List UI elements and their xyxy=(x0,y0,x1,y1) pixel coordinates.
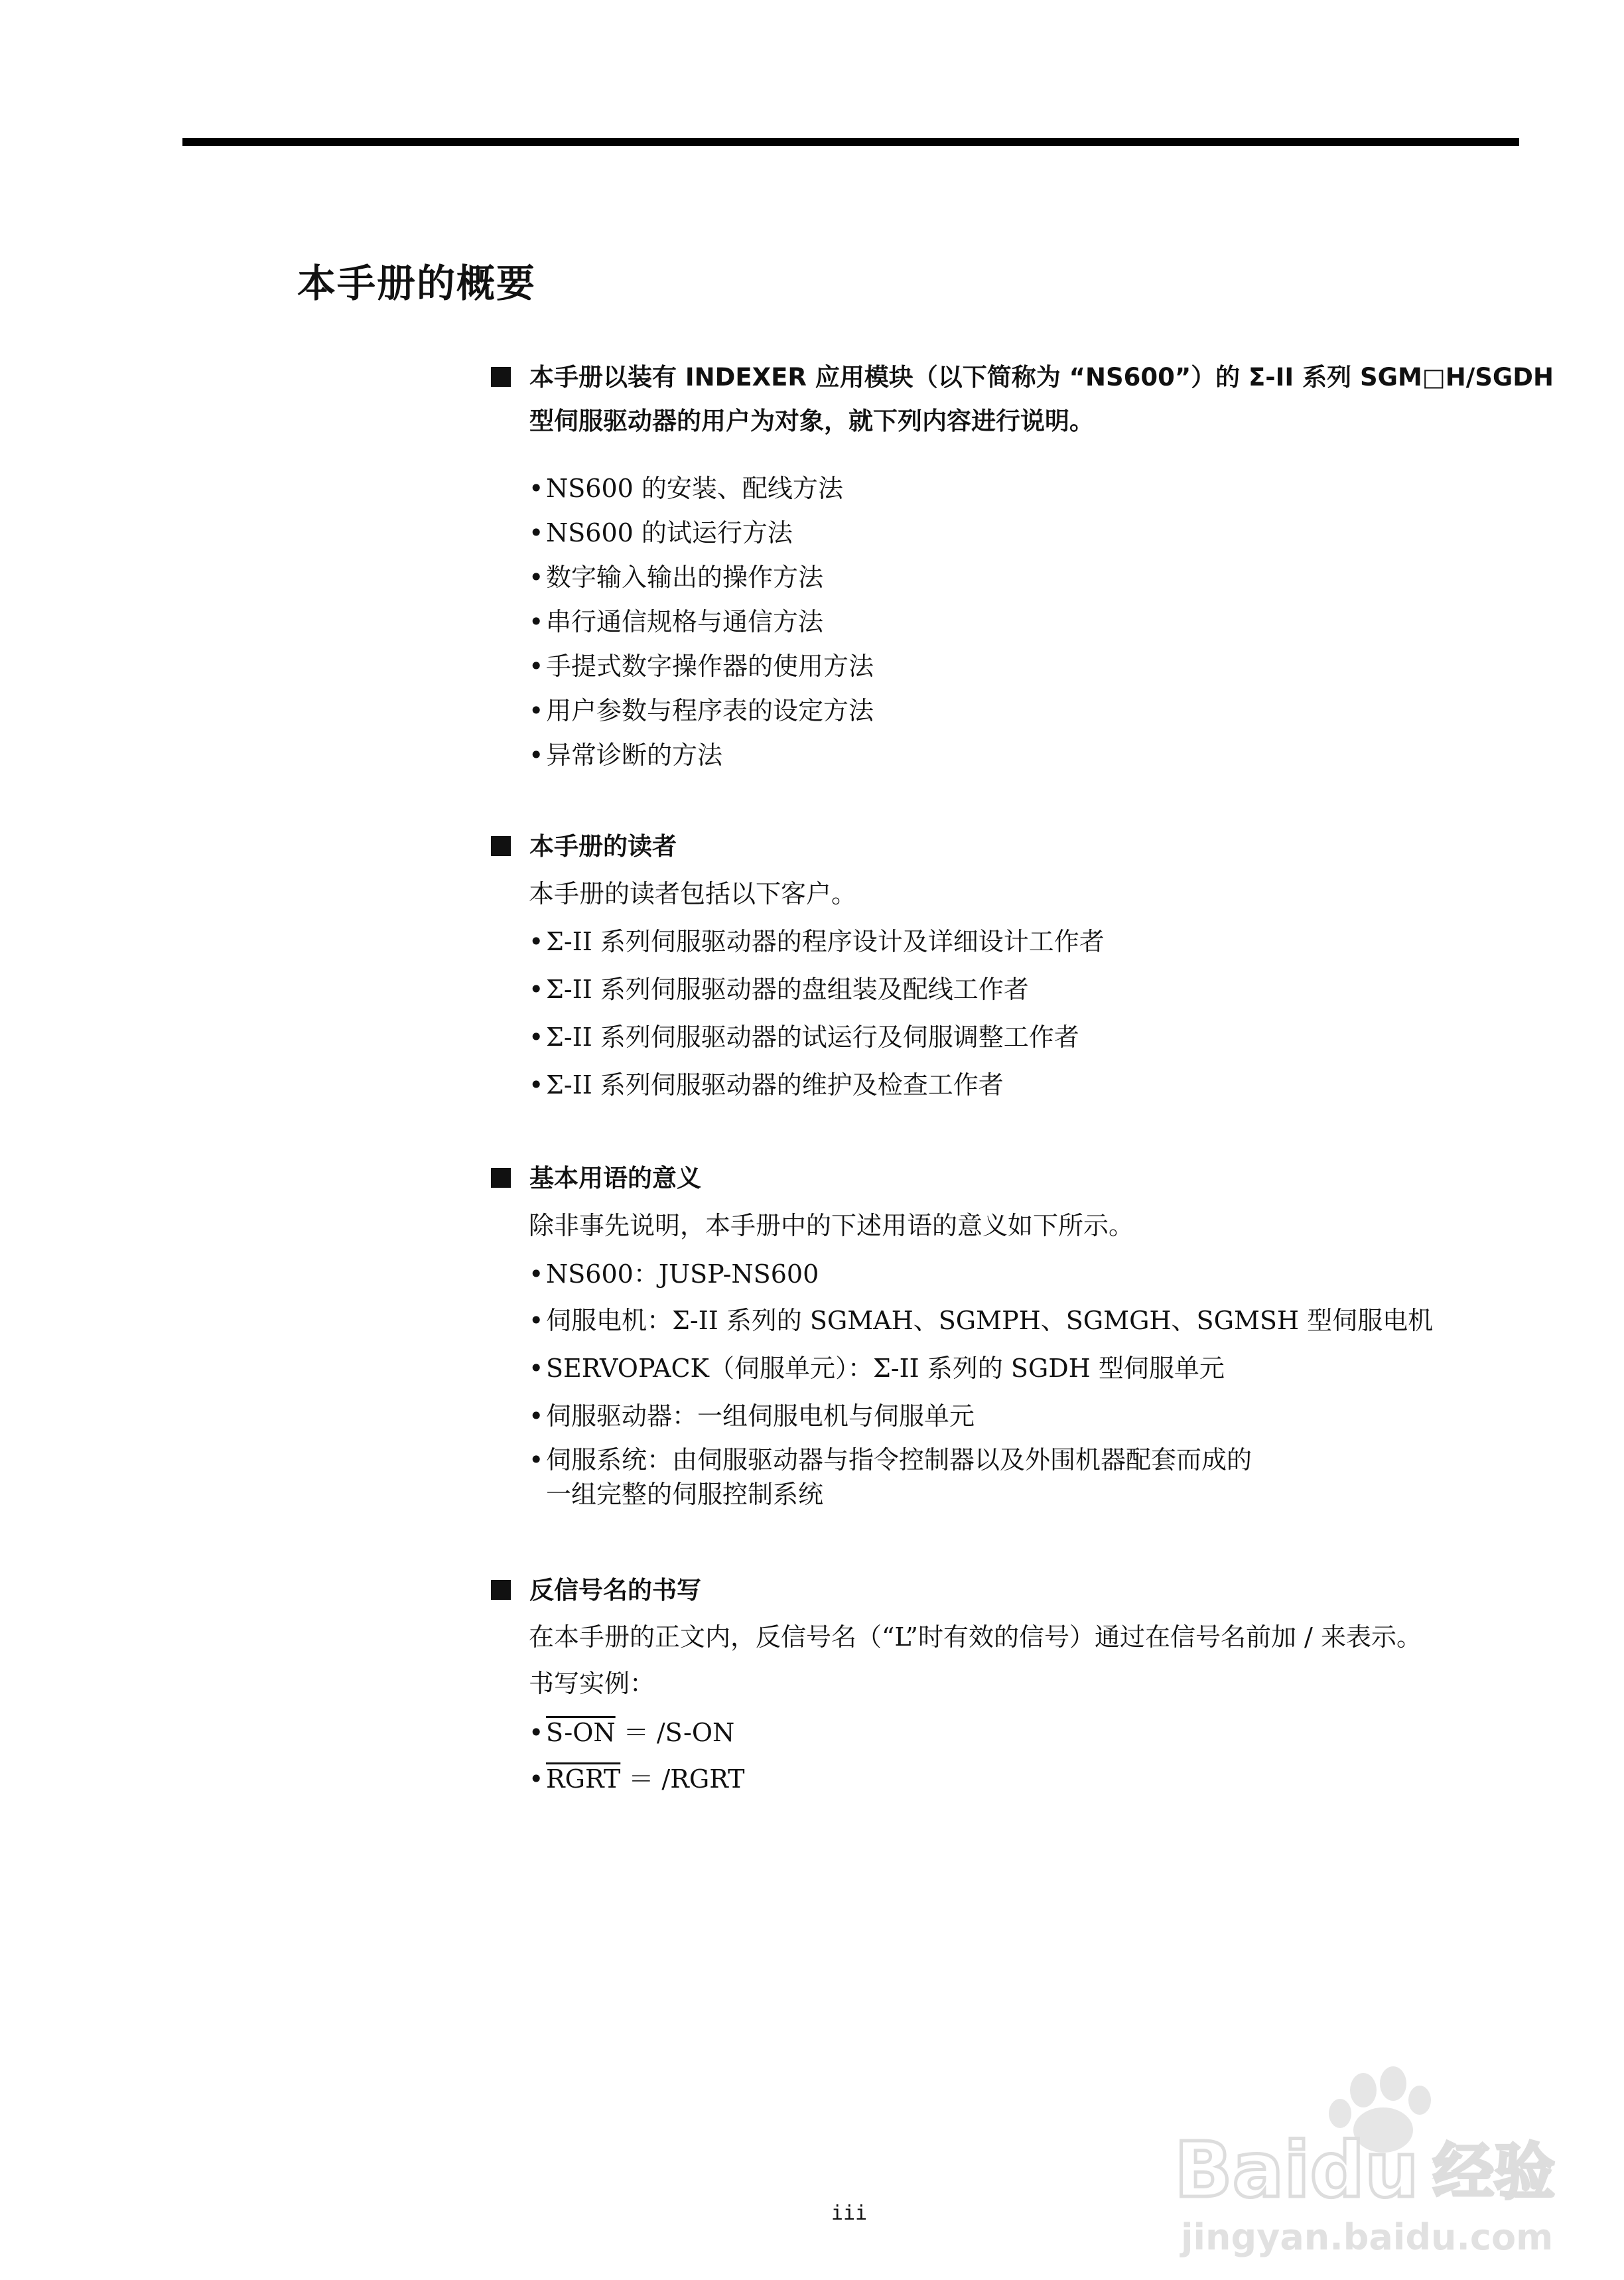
square-bullet-icon xyxy=(491,836,511,856)
list-item: •NS600 的试运行方法 xyxy=(529,518,793,547)
overlined-signal: S-ON xyxy=(546,1718,616,1747)
section-heading-terms: 基本用语的意义 xyxy=(491,1157,701,1200)
list-item: •NS600：JUSP-NS600 xyxy=(529,1259,819,1289)
list-item: •用户参数与程序表的设定方法 xyxy=(529,696,874,725)
square-bullet-icon xyxy=(491,367,511,387)
square-bullet-icon xyxy=(491,1580,511,1600)
page-number: iii xyxy=(831,2202,868,2225)
list-item: •手提式数字操作器的使用方法 xyxy=(529,652,874,681)
example-item: •RGRT ＝ /RGRT xyxy=(529,1764,745,1794)
baidu-watermark-logo xyxy=(1154,2064,1579,2263)
list-item: •伺服系统：由伺服驱动器与指令控制器以及外围机器配套而成的 一组完整的伺服控制系统 xyxy=(529,1445,1252,1509)
list-item: •Σ-II 系列伺服驱动器的盘组装及配线工作者 xyxy=(529,975,1029,1004)
list-item: •伺服电机：Σ-II 系列的 SGMAH、SGMPH、SGMGH、SGMSH 型伺服电机 xyxy=(529,1306,1434,1335)
square-bullet-icon xyxy=(491,1168,511,1188)
section-heading-readers: 本手册的读者 xyxy=(491,825,677,869)
list-item: •数字输入输出的操作方法 xyxy=(529,563,824,592)
list-item: •NS600 的安装、配线方法 xyxy=(529,474,843,503)
example-item: •S-ON ＝ /S-ON xyxy=(529,1718,735,1747)
svg-text:Baidu: Baidu xyxy=(1174,2126,1419,2215)
section-heading-overview: 本手册以装有 INDEXER 应用模块（以下简称为 “NS600”）的 Σ-II 系列 SGM□H/SGDH 型伺服驱动器的用户为对象，就下列内容进行说明。 xyxy=(491,356,1554,443)
list-item: •异常诊断的方法 xyxy=(529,741,723,770)
section-intro: 本手册的读者包括以下客户。 xyxy=(529,879,857,908)
example-label: 书写实例： xyxy=(529,1669,655,1698)
section-intro: 在本手册的正文内，反信号名（“L”时有效的信号）通过在信号名前加 / 来表示。 xyxy=(529,1622,1422,1652)
list-item: •Σ-II 系列伺服驱动器的维护及检查工作者 xyxy=(529,1070,1004,1100)
list-item: •伺服驱动器：一组伺服电机与伺服单元 xyxy=(529,1401,975,1431)
overlined-signal: RGRT xyxy=(546,1764,621,1794)
svg-text:jingyan.baidu.com: jingyan.baidu.com xyxy=(1181,2216,1554,2258)
list-item: •Σ-II 系列伺服驱动器的程序设计及详细设计工作者 xyxy=(529,927,1105,956)
section-heading-inverted-signals: 反信号名的书写 xyxy=(491,1569,701,1612)
page-title: 本手册的概要 xyxy=(297,261,537,306)
section-intro: 除非事先说明，本手册中的下述用语的意义如下所示。 xyxy=(529,1211,1134,1240)
list-item: •SERVOPACK（伺服单元）：Σ-II 系列的 SGDH 型伺服单元 xyxy=(529,1354,1225,1383)
list-item: •串行通信规格与通信方法 xyxy=(529,607,824,636)
list-item: •Σ-II 系列伺服驱动器的试运行及伺服调整工作者 xyxy=(529,1023,1079,1052)
svg-text:经验: 经验 xyxy=(1433,2137,1556,2208)
top-rule xyxy=(182,138,1519,146)
